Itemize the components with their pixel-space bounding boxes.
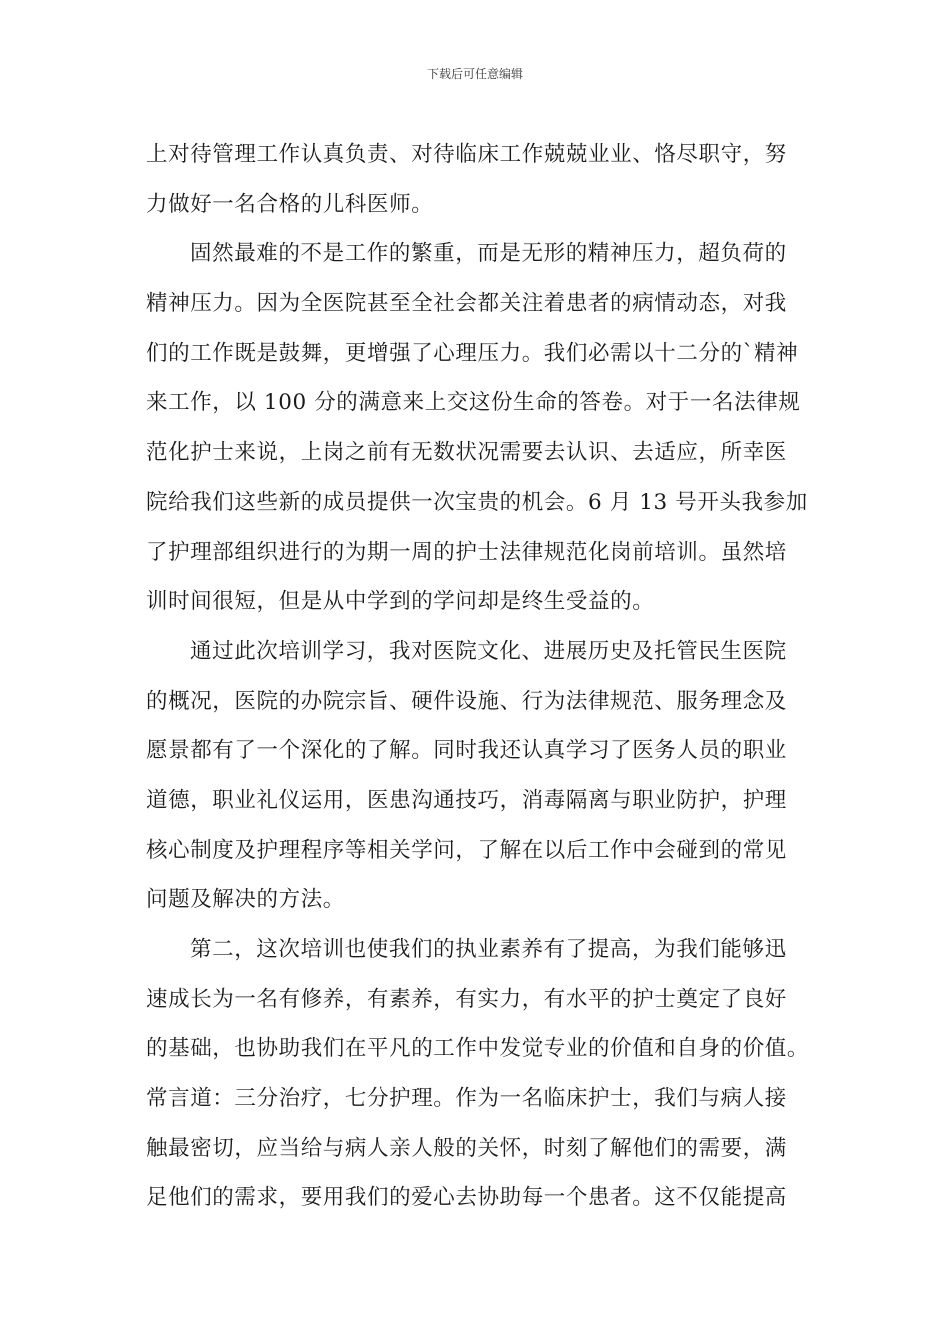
text-line: 力做好一名合格的儿科医师。 — [146, 191, 434, 217]
text-line: 愿景都有了一个深化的了解。同时我还认真学习了医务人员的职业 — [146, 738, 787, 764]
text-line: 的基础，也协助我们在平凡的工作中发觉专业的价值和自身的价值。 — [146, 1036, 810, 1062]
text-line: 常言道：三分治疗，七分护理。作为一名临床护士，我们与病人接 — [146, 1086, 787, 1112]
text-line: 训时间很短，但是从中学到的学问却是终生受益的。 — [146, 589, 655, 615]
text-line: 足他们的需求，要用我们的爱心去协助每一个患者。这不仅能提高 — [146, 1185, 787, 1211]
text-line: 范化护士来说，上岗之前有无数状况需要去认识、去适应，所幸医 — [146, 440, 787, 466]
page-header: 下载后可任意编辑 — [426, 67, 523, 81]
text-line: 触最密切，应当给与病人亲人般的关怀，时刻了解他们的需要，满 — [146, 1135, 787, 1161]
text-line: 来工作，以 100 分的满意来上交这份生命的答卷。对于一名法律规 — [146, 390, 801, 416]
text-line: 问题及解决的方法。 — [146, 887, 345, 913]
paragraph-start-line: 第二，这次培训也使我们的执业素养有了提高，为我们能够迅 — [190, 937, 787, 962]
text-line: 道德，职业礼仪运用，医患沟通技巧，消毒隔离与职业防护，护理 — [146, 787, 787, 813]
text-line: 核心制度及护理程序等相关学问，了解在以后工作中会碰到的常见 — [146, 837, 787, 863]
text-line: 们的工作既是鼓舞，更增强了心理压力。我们必需以十二分的`精神 — [146, 340, 799, 366]
document-body — [146, 130, 810, 1223]
text-line: 精神压力。因为全医院甚至全社会都关注着患者的病情动态，对我 — [146, 291, 787, 317]
text-line: 院给我们这些新的成员提供一次宝贵的机会。6 月 13 号开头我参加 — [146, 489, 808, 515]
text-line: 了护理部组织进行的为期一周的护士法律规范化岗前培训。虽然培 — [146, 539, 787, 565]
paragraph-start-line: 通过此次培训学习，我对医院文化、进展历史及托管民生医院 — [190, 638, 787, 664]
text-line: 的概况，医院的办院宗旨、硬件设施、行为法律规范、服务理念及 — [146, 688, 787, 714]
text-line: 速成长为一名有修养，有素养，有实力，有水平的护士奠定了良好 — [146, 986, 787, 1012]
paragraph-start-line: 固然最难的不是工作的繁重，而是无形的精神压力，超负荷的 — [190, 241, 787, 267]
text-line: 上对待管理工作认真负责、对待临床工作兢兢业业、恪尽职守，努 — [146, 142, 787, 167]
